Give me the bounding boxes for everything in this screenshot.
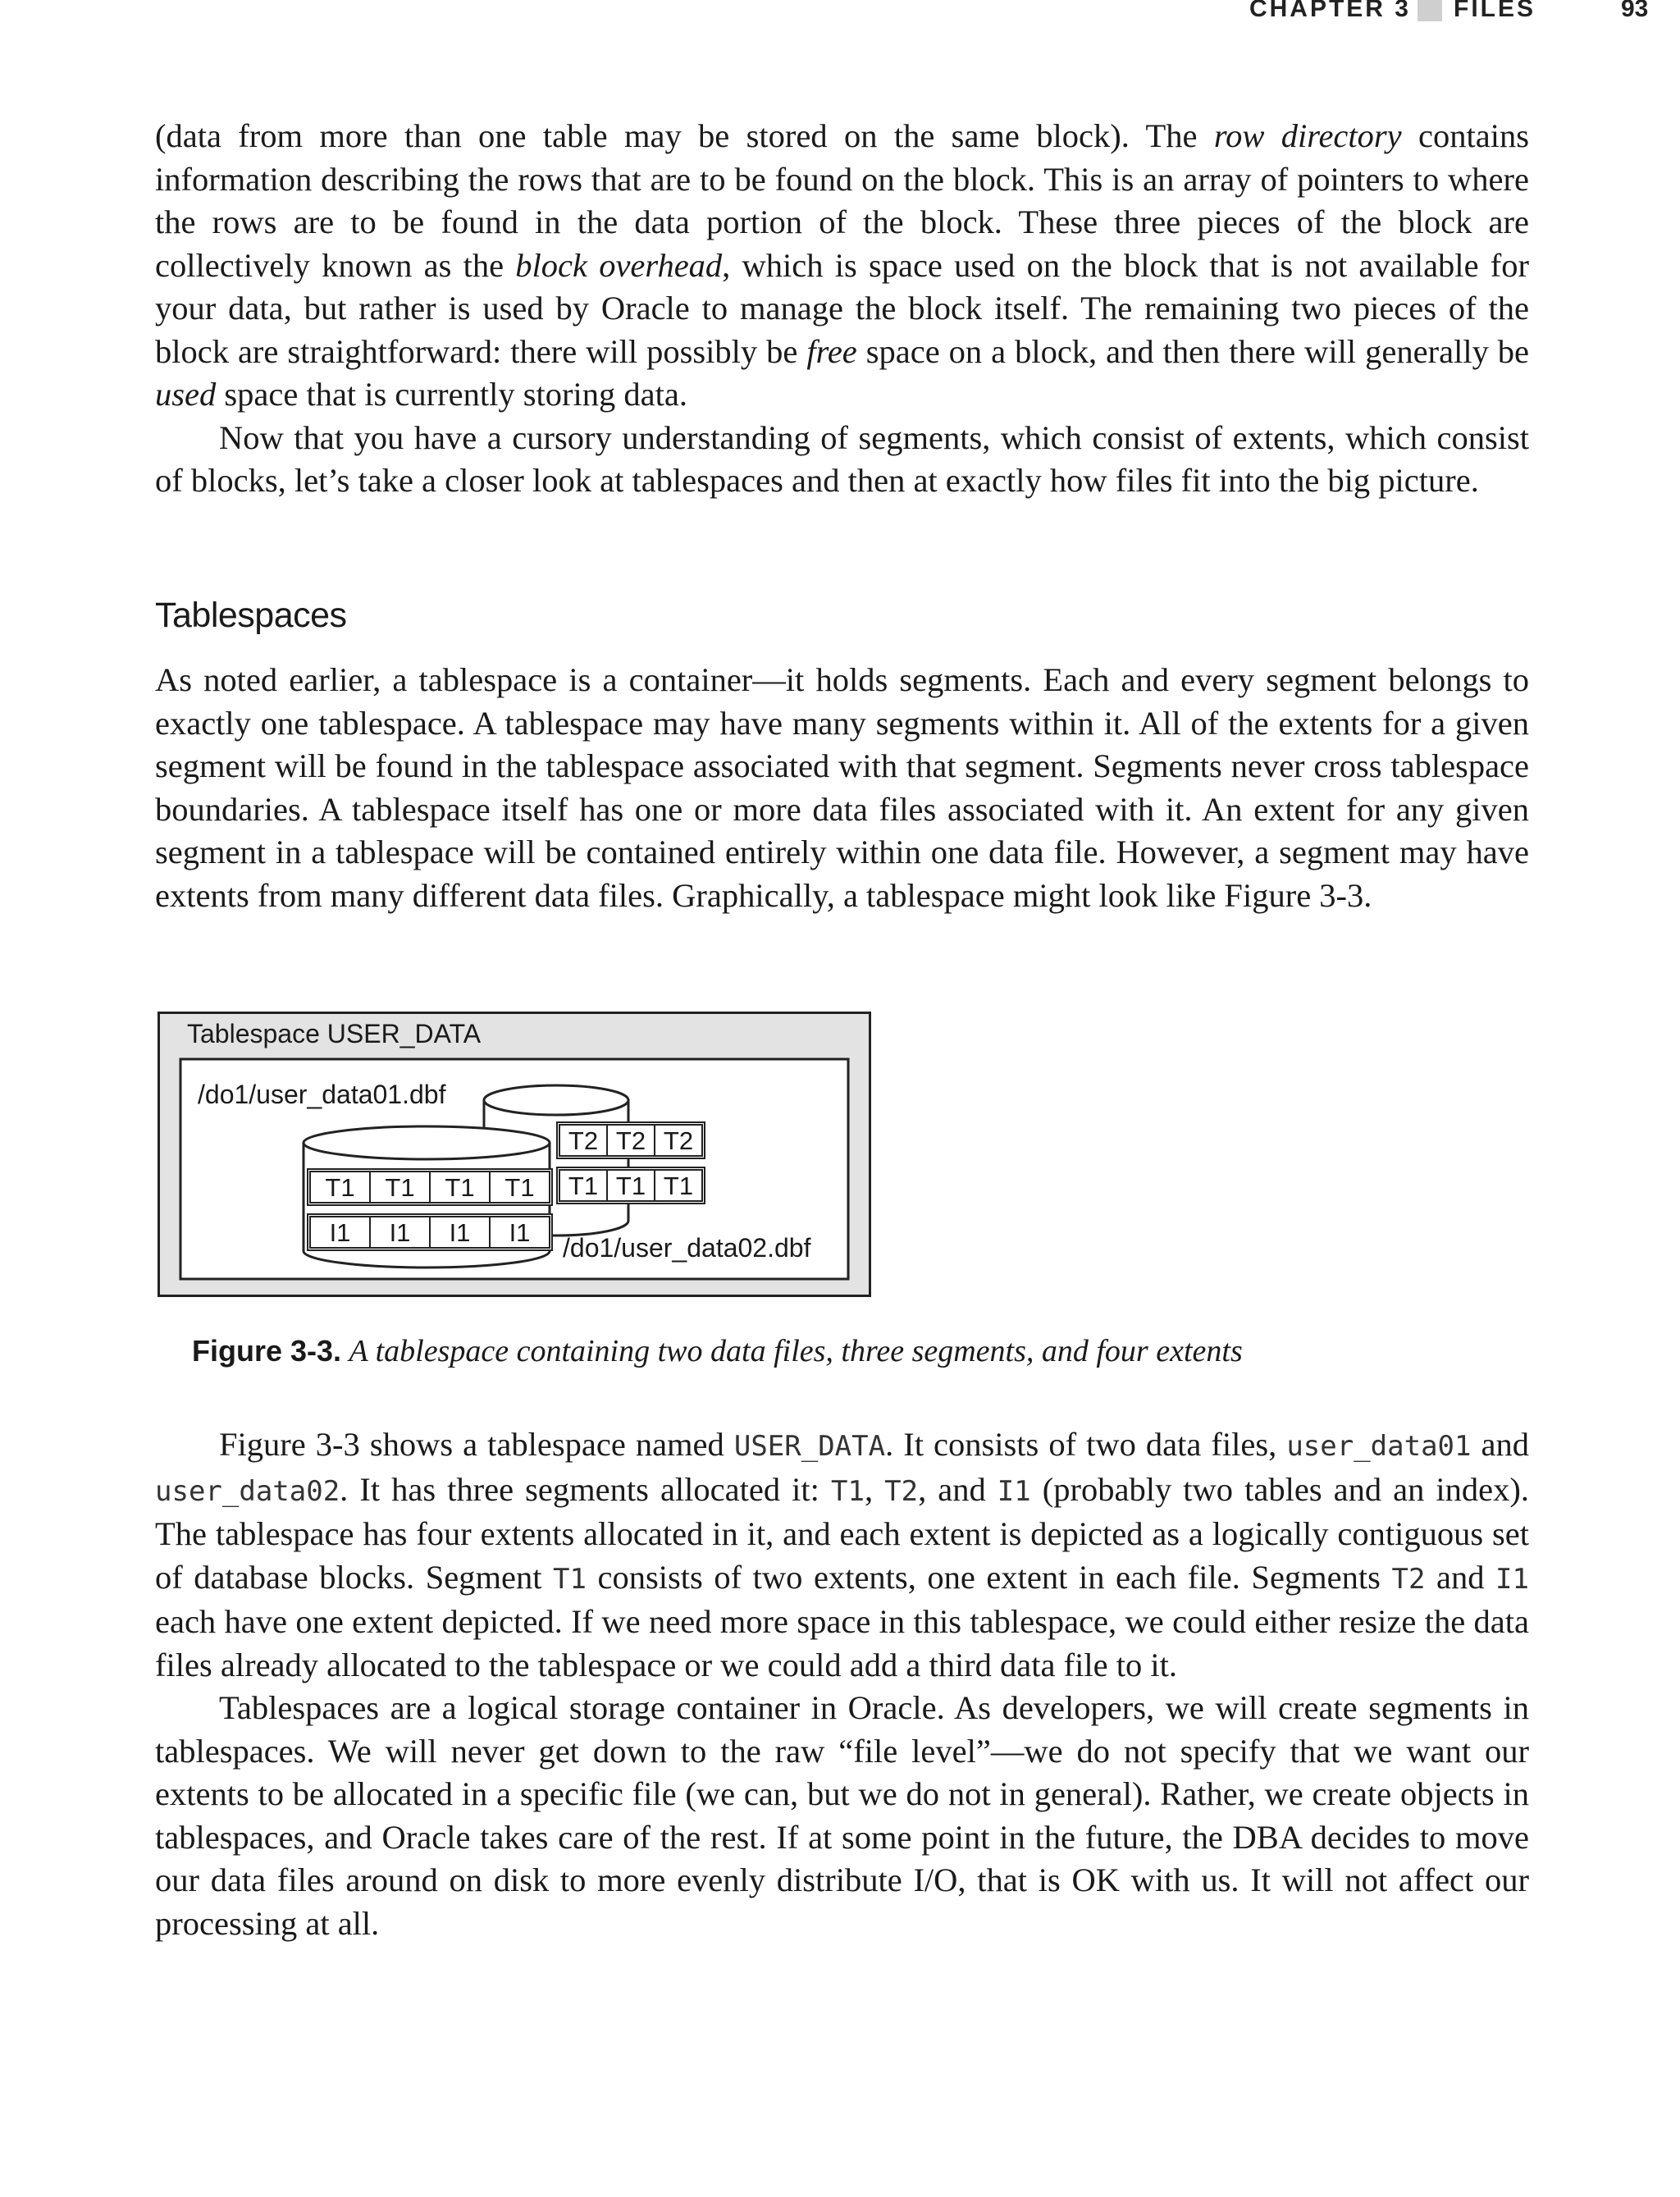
chapter-label: CHAPTER 3 <box>1249 0 1411 22</box>
file1-block-label: I1 <box>449 1218 471 1247</box>
file1-block-label: T1 <box>385 1173 415 1202</box>
tablespace-diagram <box>158 1012 871 1297</box>
header-separator-box <box>1418 0 1442 21</box>
paragraph-figure-description: Figure 3-3 shows a tablespace named USER_DATA. It consists of two data files, user_data01 and user_data02. It has three segments allocated it: T1, T2, and I1 (probably two tables and an index). The tablespace has four extents allocated in it, and each extent is depicted as a logically contiguous set of database blocks. Segment T1 consists of two extents, one extent in each file. Segments T2 and I1 each have one extent depicted. If we need more space in this tablespace, we could either resize the data files already allocated to the tablespace or we could add a third data file to it. <box>155 1426 1530 1683</box>
section-heading-tablespaces: Tablespaces <box>155 596 347 635</box>
file1-block-label: I1 <box>509 1218 531 1247</box>
figure-caption-label: Figure 3-3. <box>192 1334 342 1368</box>
file1-block-label: I1 <box>329 1218 351 1247</box>
file2-block-label: T2 <box>615 1126 646 1155</box>
file2-block-label: T2 <box>568 1126 599 1155</box>
data-file-1-cylinder <box>304 1126 552 1268</box>
running-header <box>0 0 1680 28</box>
figure-caption-text: A tablespace containing two data files, three segments, and four extents <box>349 1334 1243 1368</box>
file1-block-label: T1 <box>504 1173 535 1202</box>
file2-block-label: T1 <box>615 1172 646 1200</box>
paragraph-block-overhead: (data from more than one table may be stored on the same block). The row directory contains information describing the rows that are to be found on the block. This is an array of pointers to where the rows are to be found in the data portion of the block. These three pieces of the block are collectively known as the block overhead, which is space used on the block that is not available for your data, but rather is used by Oracle to manage the block itself. The remaining two pieces of the block are straightforward: there will possibly be free space on a block, and then there will generally be used space that is currently storing data. <box>155 117 1530 413</box>
paragraph-logical-storage: Tablespaces are a logical storage container in Oracle. As developers, we will create segments in tablespaces. We will never get down to the raw “file level”—we do not specify that we want our extents to be allocated in a specific file (we can, but we do not in general). Rather, we create objects in tablespaces, and Oracle takes care of the rest. If at some point in the future, the DBA decides to move our data files around on disk to more evenly distribute I/O, that is OK with us. It will not affect our processing at all. <box>155 1689 1529 1942</box>
file2-block-label: T1 <box>663 1172 694 1200</box>
file2-block-label: T1 <box>568 1172 599 1200</box>
term-block-overhead: block overhead <box>515 246 723 284</box>
closing-text <box>155 1423 1529 1945</box>
term-used: used <box>155 376 217 413</box>
file1-block-label: T1 <box>325 1173 355 1202</box>
paragraph-cursory-understanding: Now that you have a cursory understanding of segments, which consist of extents, which consist of blocks, let’s take a closer look at tablespaces and then at exactly how files fit into the big picture. <box>155 418 1529 499</box>
tablespace-label: Tablespace USER_DATA <box>187 1019 482 1048</box>
figure-caption <box>192 1333 1243 1369</box>
page-number: 93 <box>1621 0 1649 22</box>
file2-label: /do1/user_data02.dbf <box>563 1233 811 1263</box>
figure-3-3 <box>158 1012 871 1297</box>
opening-text <box>155 115 1529 503</box>
file1-label: /do1/user_data01.dbf <box>198 1080 446 1109</box>
tablespaces-text <box>155 659 1529 917</box>
section-label: FILES <box>1454 0 1536 22</box>
term-free: free <box>806 332 857 370</box>
term-row-directory: row directory <box>1213 117 1402 154</box>
file2-block-label: T2 <box>663 1126 694 1155</box>
paragraph-tablespace-container: As noted earlier, a tablespace is a container—it holds segments. Each and every segment belongs to exactly one tablespace. A tablespace may have many segments within it. All of the extents for a given segment will be found in the tablespace associated with that segment. Segments never cross tablespace boundaries. A tablespace itself has one or more data files associated with it. An extent for any given segment in a tablespace will be contained entirely within one data file. However, a segment may have extents from many different data files. Graphically, a tablespace might look like Figure 3-3. <box>155 661 1529 914</box>
file1-block-label: I1 <box>389 1218 411 1247</box>
file1-block-label: T1 <box>445 1173 475 1202</box>
